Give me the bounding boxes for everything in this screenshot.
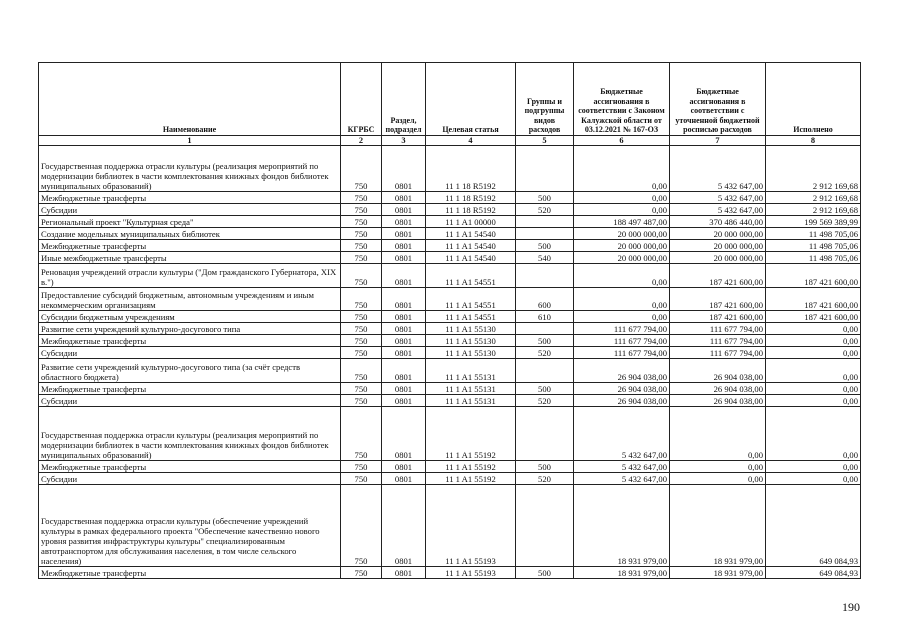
table-row	[39, 567, 861, 579]
row-kgrbs: 750	[341, 407, 382, 461]
table-row	[39, 311, 861, 323]
row-revised-amount: 26 904 038,00	[670, 359, 766, 383]
table-row	[39, 288, 861, 311]
row-target: 11 1 A1 54540	[426, 252, 516, 264]
row-section: 0801	[382, 216, 426, 228]
row-name: Государственная поддержка отрасли культуры (обеспечение учреждений культуры в рамках федерального проекта "Обеспечение качественно нового уровня развития инфраструктуры культуры" специализированным автотранспортом для обслуживания населения, в том числе сельского населения)	[39, 485, 341, 567]
row-target: 11 1 A1 55130	[426, 335, 516, 347]
row-revised-amount: 5 432 647,00	[670, 204, 766, 216]
row-kgrbs: 750	[341, 228, 382, 240]
row-law-amount: 20 000 000,00	[574, 228, 670, 240]
row-revised-amount: 18 931 979,00	[670, 485, 766, 567]
row-executed-amount: 2 912 169,68	[766, 192, 861, 204]
row-executed-amount: 0,00	[766, 347, 861, 359]
row-revised-amount: 26 904 038,00	[670, 395, 766, 407]
row-executed-amount: 0,00	[766, 461, 861, 473]
row-kgrbs: 750	[341, 383, 382, 395]
row-section: 0801	[382, 473, 426, 485]
row-section: 0801	[382, 252, 426, 264]
row-executed-amount: 649 084,93	[766, 485, 861, 567]
row-revised-amount: 5 432 647,00	[670, 146, 766, 192]
row-target: 11 1 A1 55192	[426, 461, 516, 473]
row-group: 500	[516, 192, 574, 204]
row-name: Предоставление субсидий бюджетным, автономным учреждениям и иным некоммерческим организациям	[39, 288, 341, 311]
row-law-amount: 26 904 038,00	[574, 359, 670, 383]
row-kgrbs: 750	[341, 146, 382, 192]
row-target: 11 1 18 R5192	[426, 204, 516, 216]
table-row	[39, 240, 861, 252]
row-section: 0801	[382, 407, 426, 461]
row-law-amount: 0,00	[574, 288, 670, 311]
row-group	[516, 146, 574, 192]
row-executed-amount: 0,00	[766, 335, 861, 347]
row-group: 500	[516, 240, 574, 252]
row-executed-amount: 0,00	[766, 383, 861, 395]
row-section: 0801	[382, 146, 426, 192]
row-revised-amount: 0,00	[670, 473, 766, 485]
row-name: Создание модельных муниципальных библиотек	[39, 228, 341, 240]
row-target: 11 1 A1 54551	[426, 288, 516, 311]
header-row	[39, 63, 861, 136]
row-group	[516, 407, 574, 461]
row-law-amount: 0,00	[574, 264, 670, 288]
row-group: 520	[516, 347, 574, 359]
row-revised-amount: 18 931 979,00	[670, 567, 766, 579]
row-group	[516, 485, 574, 567]
row-target: 11 1 A1 55192	[426, 473, 516, 485]
row-group: 540	[516, 252, 574, 264]
header-name: Наименование	[39, 63, 341, 136]
row-target: 11 1 A1 55130	[426, 323, 516, 335]
row-target: 11 1 A1 55193	[426, 567, 516, 579]
table-row	[39, 347, 861, 359]
row-kgrbs: 750	[341, 204, 382, 216]
row-revised-amount: 187 421 600,00	[670, 288, 766, 311]
table-row	[39, 204, 861, 216]
row-law-amount: 0,00	[574, 146, 670, 192]
row-section: 0801	[382, 240, 426, 252]
row-name: Межбюджетные трансферты	[39, 240, 341, 252]
row-section: 0801	[382, 204, 426, 216]
row-section: 0801	[382, 383, 426, 395]
row-name: Субсидии	[39, 347, 341, 359]
table-row	[39, 323, 861, 335]
row-law-amount: 188 497 487,00	[574, 216, 670, 228]
row-kgrbs: 750	[341, 347, 382, 359]
column-number: 7	[670, 136, 766, 146]
row-kgrbs: 750	[341, 461, 382, 473]
row-revised-amount: 187 421 600,00	[670, 264, 766, 288]
row-section: 0801	[382, 485, 426, 567]
row-law-amount: 0,00	[574, 204, 670, 216]
column-number: 6	[574, 136, 670, 146]
table-row	[39, 473, 861, 485]
row-revised-amount: 111 677 794,00	[670, 323, 766, 335]
row-law-amount: 5 432 647,00	[574, 407, 670, 461]
row-group	[516, 359, 574, 383]
row-revised-amount: 370 486 440,00	[670, 216, 766, 228]
row-section: 0801	[382, 192, 426, 204]
row-law-amount: 20 000 000,00	[574, 240, 670, 252]
row-group	[516, 264, 574, 288]
row-law-amount: 5 432 647,00	[574, 473, 670, 485]
table-row	[39, 264, 861, 288]
table-row	[39, 228, 861, 240]
row-kgrbs: 750	[341, 240, 382, 252]
row-target: 11 1 A1 55131	[426, 395, 516, 407]
row-name: Региональный проект "Культурная среда"	[39, 216, 341, 228]
row-section: 0801	[382, 264, 426, 288]
row-kgrbs: 750	[341, 473, 382, 485]
table-row	[39, 335, 861, 347]
row-executed-amount: 0,00	[766, 473, 861, 485]
row-executed-amount: 2 912 169,68	[766, 146, 861, 192]
row-section: 0801	[382, 347, 426, 359]
header-law: Бюджетные ассигнования в соответствии с Законом Калужской области от 03.12.2021 № 167-ОЗ	[574, 63, 670, 136]
row-group: 520	[516, 473, 574, 485]
row-target: 11 1 A1 55192	[426, 407, 516, 461]
row-law-amount: 18 931 979,00	[574, 567, 670, 579]
row-section: 0801	[382, 311, 426, 323]
row-revised-amount: 111 677 794,00	[670, 347, 766, 359]
row-section: 0801	[382, 288, 426, 311]
row-law-amount: 111 677 794,00	[574, 347, 670, 359]
row-name: Субсидии бюджетным учреждениям	[39, 311, 341, 323]
row-group	[516, 323, 574, 335]
table-row	[39, 407, 861, 461]
row-group	[516, 216, 574, 228]
row-executed-amount: 199 569 389,99	[766, 216, 861, 228]
row-revised-amount: 0,00	[670, 407, 766, 461]
row-kgrbs: 750	[341, 395, 382, 407]
table-row	[39, 146, 861, 192]
row-name: Межбюджетные трансферты	[39, 335, 341, 347]
column-number: 3	[382, 136, 426, 146]
row-revised-amount: 187 421 600,00	[670, 311, 766, 323]
row-law-amount: 20 000 000,00	[574, 252, 670, 264]
row-section: 0801	[382, 335, 426, 347]
row-kgrbs: 750	[341, 216, 382, 228]
row-revised-amount: 20 000 000,00	[670, 228, 766, 240]
row-name: Государственная поддержка отрасли культуры (реализация мероприятий по модернизации библиотек в части комплектования книжных фондов библиотек муниципальных образований)	[39, 146, 341, 192]
row-group: 500	[516, 383, 574, 395]
table-row	[39, 359, 861, 383]
row-group: 500	[516, 335, 574, 347]
table-row	[39, 252, 861, 264]
row-section: 0801	[382, 461, 426, 473]
row-revised-amount: 20 000 000,00	[670, 240, 766, 252]
row-executed-amount: 187 421 600,00	[766, 264, 861, 288]
row-section: 0801	[382, 323, 426, 335]
table-row	[39, 485, 861, 567]
column-number: 8	[766, 136, 861, 146]
row-target: 11 1 A1 54551	[426, 311, 516, 323]
row-executed-amount: 187 421 600,00	[766, 311, 861, 323]
row-executed-amount: 2 912 169,68	[766, 204, 861, 216]
row-kgrbs: 750	[341, 323, 382, 335]
header-revised: Бюджетные ассигнования в соответствии с уточненной бюджетной росписью расходов	[670, 63, 766, 136]
row-law-amount: 26 904 038,00	[574, 395, 670, 407]
row-kgrbs: 750	[341, 311, 382, 323]
row-kgrbs: 750	[341, 288, 382, 311]
row-group: 600	[516, 288, 574, 311]
row-law-amount: 26 904 038,00	[574, 383, 670, 395]
row-law-amount: 0,00	[574, 192, 670, 204]
header-section: Раздел, подраздел	[382, 63, 426, 136]
row-law-amount: 111 677 794,00	[574, 323, 670, 335]
row-kgrbs: 750	[341, 335, 382, 347]
header-groups: Группы и подгруппы видов расходов	[516, 63, 574, 136]
page-number: 190	[842, 600, 860, 614]
row-name: Развитие сети учреждений культурно-досугового типа	[39, 323, 341, 335]
row-name: Межбюджетные трансферты	[39, 192, 341, 204]
row-group: 610	[516, 311, 574, 323]
row-revised-amount: 0,00	[670, 461, 766, 473]
row-law-amount: 5 432 647,00	[574, 461, 670, 473]
row-section: 0801	[382, 395, 426, 407]
row-target: 11 1 A1 55193	[426, 485, 516, 567]
row-group: 500	[516, 567, 574, 579]
row-executed-amount: 649 084,93	[766, 567, 861, 579]
table-row	[39, 383, 861, 395]
row-kgrbs: 750	[341, 359, 382, 383]
row-kgrbs: 750	[341, 264, 382, 288]
header-target: Целевая статья	[426, 63, 516, 136]
row-group: 500	[516, 461, 574, 473]
row-executed-amount: 0,00	[766, 359, 861, 383]
row-executed-amount: 11 498 705,06	[766, 228, 861, 240]
row-section: 0801	[382, 567, 426, 579]
row-name: Субсидии	[39, 395, 341, 407]
row-kgrbs: 750	[341, 567, 382, 579]
column-number-row	[39, 136, 861, 146]
row-target: 11 1 18 R5192	[426, 146, 516, 192]
row-target: 11 1 A1 54540	[426, 240, 516, 252]
row-law-amount: 0,00	[574, 311, 670, 323]
column-number: 1	[39, 136, 341, 146]
row-kgrbs: 750	[341, 192, 382, 204]
column-number: 4	[426, 136, 516, 146]
row-name: Межбюджетные трансферты	[39, 461, 341, 473]
column-number: 5	[516, 136, 574, 146]
table-row	[39, 461, 861, 473]
table-row	[39, 216, 861, 228]
row-group: 520	[516, 395, 574, 407]
header-kgrbs: КГРБС	[341, 63, 382, 136]
row-group	[516, 228, 574, 240]
row-name: Реновация учреждений отрасли культуры ("Дом гражданского Губернатора, XIX в.")	[39, 264, 341, 288]
row-name: Иные межбюджетные трансферты	[39, 252, 341, 264]
row-executed-amount: 187 421 600,00	[766, 288, 861, 311]
row-kgrbs: 750	[341, 485, 382, 567]
row-target: 11 1 18 R5192	[426, 192, 516, 204]
row-law-amount: 18 931 979,00	[574, 485, 670, 567]
row-law-amount: 111 677 794,00	[574, 335, 670, 347]
row-name: Развитие сети учреждений культурно-досугового типа (за счёт средств областного бюджета)	[39, 359, 341, 383]
row-section: 0801	[382, 359, 426, 383]
row-executed-amount: 0,00	[766, 395, 861, 407]
row-revised-amount: 111 677 794,00	[670, 335, 766, 347]
row-revised-amount: 5 432 647,00	[670, 192, 766, 204]
row-kgrbs: 750	[341, 252, 382, 264]
row-name: Межбюджетные трансферты	[39, 383, 341, 395]
budget-table	[38, 62, 861, 579]
row-section: 0801	[382, 228, 426, 240]
row-target: 11 1 A1 55131	[426, 383, 516, 395]
row-name: Субсидии	[39, 473, 341, 485]
row-target: 11 1 A1 55130	[426, 347, 516, 359]
row-name: Субсидии	[39, 204, 341, 216]
row-executed-amount: 11 498 705,06	[766, 252, 861, 264]
row-executed-amount: 0,00	[766, 323, 861, 335]
table-row	[39, 192, 861, 204]
row-target: 11 1 A1 54551	[426, 264, 516, 288]
row-revised-amount: 20 000 000,00	[670, 252, 766, 264]
row-target: 11 1 A1 00000	[426, 216, 516, 228]
table-body	[39, 146, 861, 579]
row-name: Межбюджетные трансферты	[39, 567, 341, 579]
header-executed: Исполнено	[766, 63, 861, 136]
row-group: 520	[516, 204, 574, 216]
row-name: Государственная поддержка отрасли культуры (реализация мероприятий по модернизации библиотек в части комплектования книжных фондов библиотек муниципальных образований)	[39, 407, 341, 461]
row-target: 11 1 A1 55131	[426, 359, 516, 383]
row-revised-amount: 26 904 038,00	[670, 383, 766, 395]
column-number: 2	[341, 136, 382, 146]
row-executed-amount: 11 498 705,06	[766, 240, 861, 252]
row-executed-amount: 0,00	[766, 407, 861, 461]
table-row	[39, 395, 861, 407]
row-target: 11 1 A1 54540	[426, 228, 516, 240]
